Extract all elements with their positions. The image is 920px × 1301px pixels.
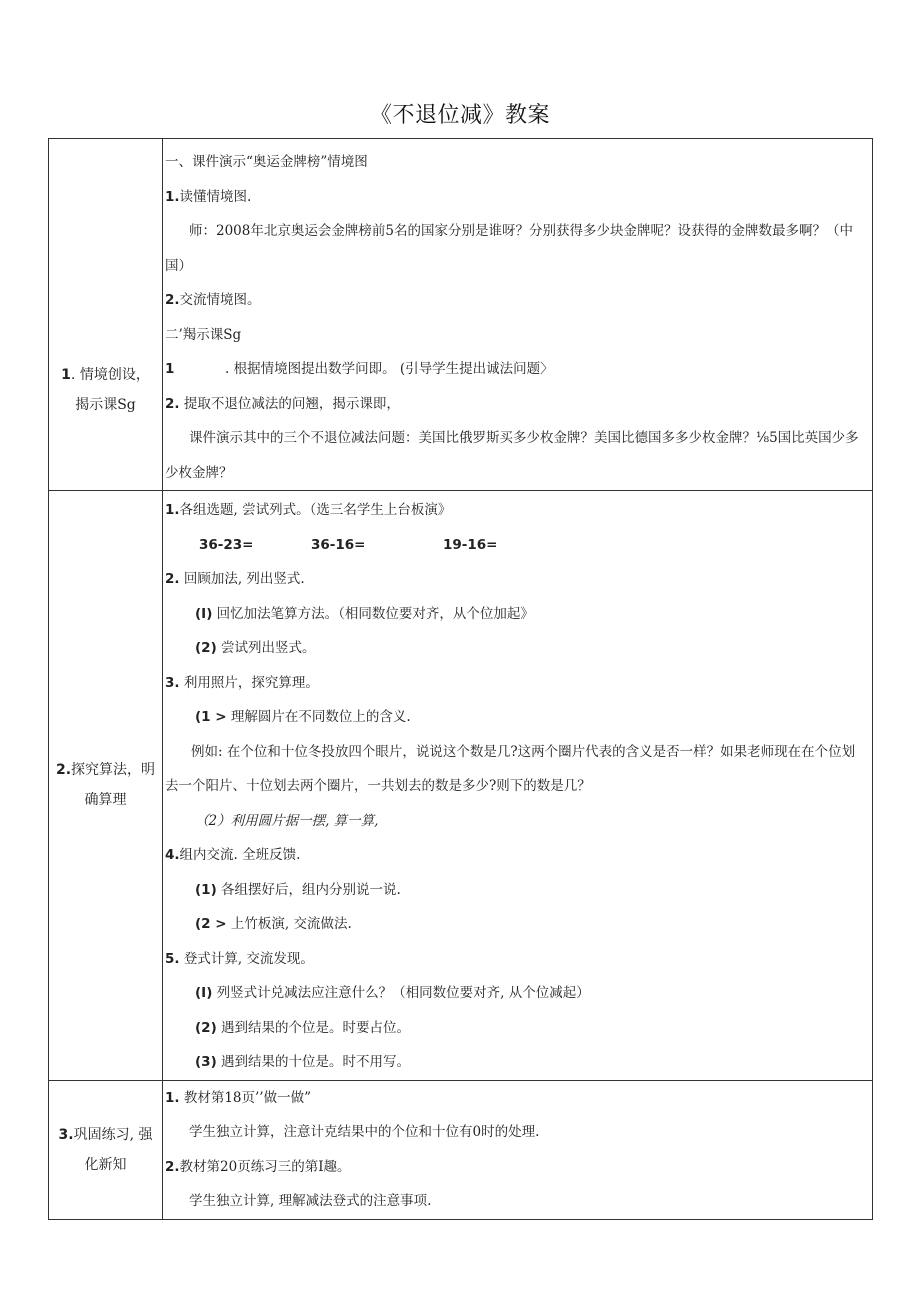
section-content-3 bbox=[163, 1080, 873, 1219]
content-line: 学生独立计算，注意计克结果中的个位和十位有0时的处理. bbox=[189, 1124, 540, 1140]
content-line: 1.读懂情境图. bbox=[165, 188, 252, 205]
section-number: 1 bbox=[61, 366, 71, 383]
content-line: (I) 列竖式计兑减法应注意什么？（相同数位要对齐, 从个位减起） bbox=[195, 985, 590, 1001]
section-content-2 bbox=[163, 491, 873, 1081]
content-line: 5. 登式计算, 交流发现。 bbox=[165, 950, 314, 967]
content-line: 2.交流情境图。 bbox=[165, 292, 261, 308]
section-row-1 bbox=[49, 139, 873, 491]
formula: 36-16= bbox=[311, 536, 366, 553]
content-line: 2. 提取不退位减法的问翘，揭示课即， bbox=[165, 395, 400, 412]
content-paragraph: 师：2008年北京奥运会金牌榜前5名的国家分别是谁呀？分别获得多少块金牌呢？设获得的金牌数最多啊？（中国） bbox=[165, 223, 853, 274]
content-line: (1) 各组摆好后，组内分别说一说. bbox=[195, 881, 401, 898]
section-number: 2. bbox=[55, 762, 72, 779]
content-line: (3) 遇到结果的十位是。时不用写。 bbox=[195, 1054, 411, 1070]
section-row-2 bbox=[49, 491, 873, 1081]
content-line: (2 > 上竹板演, 交流做法. bbox=[195, 916, 352, 932]
section-label-3 bbox=[49, 1080, 163, 1219]
formula-row bbox=[165, 528, 868, 563]
content-line: 1 . 根据情境图提出数学问即。 (引导学生提出诚法问题〉 bbox=[165, 361, 554, 377]
section-label-1 bbox=[49, 139, 163, 491]
content-paragraph: 课件演示其中的三个不退位减法问题：美国比俄罗斯买多少枚金牌？美国比德国多多少枚金牌？⅛5国比英国少多少枚金牌？ bbox=[165, 430, 859, 481]
lesson-plan-table bbox=[48, 138, 873, 1220]
content-line: 3. 利用照片，探究算理。 bbox=[165, 674, 319, 691]
content-line: (I) 回忆加法笔算方法。（相同数位要对齐，从个位加起》 bbox=[195, 605, 534, 622]
section-content-1 bbox=[163, 139, 873, 491]
content-line: 4.组内交流. 全班反馈. bbox=[165, 847, 301, 863]
section-label-2 bbox=[49, 491, 163, 1081]
content-line: 二’羯示课Sg bbox=[165, 326, 242, 343]
content-paragraph: 例如: 在个位和十位冬投放四个眼片，说说这个数是几?这两个圈片代表的含义是否一样？如果老师现在在个位划去一个阳片、十位划去两个圈片，一共划去的数是多少?则下的数是几？ bbox=[165, 743, 856, 794]
section-row-3 bbox=[49, 1080, 873, 1219]
section-number: 3. bbox=[58, 1126, 74, 1143]
formula: 19-16= bbox=[443, 536, 498, 553]
content-line: (2) 遇到结果的个位是。时要占位。 bbox=[195, 1019, 411, 1036]
content-line: 1.各组选题, 尝试列式。（选三名学生上台板演》 bbox=[165, 502, 452, 518]
content-line: （2）利用圆片据一摆, 算一算, bbox=[195, 812, 379, 829]
formula: 36-23= bbox=[199, 536, 254, 553]
section-title: 巩固练习, 强化新知 bbox=[73, 1126, 153, 1173]
content-line: 2. 回顾加法, 列出竖式. bbox=[165, 571, 305, 587]
section-title: . 情境创设，揭示课Sg bbox=[70, 366, 150, 413]
content-line: (2) 尝试列出竖式。 bbox=[195, 640, 316, 656]
content-line: 学生独立计算, 理解减法登式的注意事项. bbox=[189, 1193, 432, 1209]
content-line: 1. 教材第18页’’做一做” bbox=[165, 1089, 311, 1106]
content-line: 2.教材第20页练习三的第I趣。 bbox=[165, 1158, 351, 1175]
section-title: 探究算法，明确算理 bbox=[71, 762, 156, 809]
document-title: 《不退位减》教案 bbox=[369, 103, 550, 128]
content-line: 一、课件演示“奥运金牌榜”情境图 bbox=[165, 154, 368, 170]
content-line: (1 > 理解圆片在不同数位上的含义. bbox=[195, 709, 411, 725]
